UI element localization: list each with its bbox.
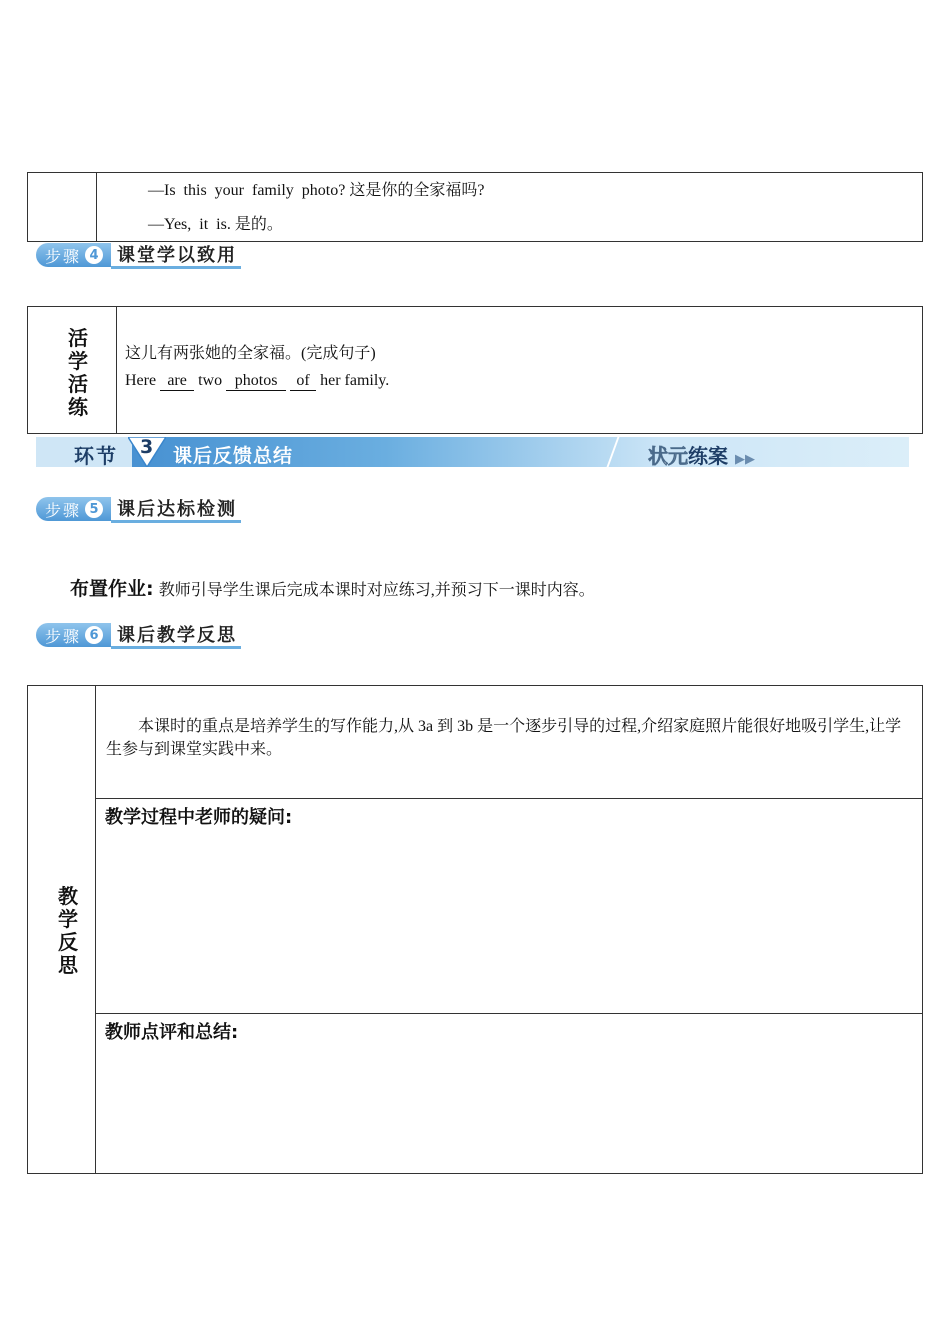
- homework-label: 布置作业:: [70, 578, 154, 600]
- step-title: 课后教学反思: [111, 622, 241, 649]
- practice-label: 活学活练: [68, 326, 88, 419]
- practice-prompt: 这儿有两张她的全家福。(完成句子): [125, 345, 376, 362]
- step-label-pill: 步骤 5: [36, 497, 111, 521]
- answer-blank-2: photos: [226, 372, 286, 391]
- step-5-heading: [36, 495, 241, 523]
- step-number-badge: 6: [85, 626, 103, 644]
- teacher-review-label: 教师点评和总结:: [105, 1022, 239, 1043]
- answer-blank-1: are: [160, 372, 194, 391]
- dialog-line-1: —Is this your family photo? 这是你的全家福吗?: [148, 182, 485, 199]
- step-label-pill: 步骤 6: [36, 623, 111, 647]
- teacher-questions-label: 教学过程中老师的疑问:: [105, 807, 293, 828]
- practice-sentence: Here are two photos of her family.: [125, 372, 390, 389]
- step-title: 课堂学以致用: [111, 242, 241, 269]
- step-6-heading: [36, 621, 241, 649]
- homework-text: 教师引导学生课后完成本课时对应练习,并预习下一课时内容。: [158, 582, 595, 599]
- section-3-banner: [36, 437, 909, 467]
- dialog-line-2: —Yes, it is. 是的。: [148, 216, 283, 233]
- step-label-pill: 步骤 4: [36, 243, 111, 267]
- step-number-badge: 5: [85, 500, 103, 518]
- banner-prefix: 环节: [74, 444, 118, 468]
- dialog-table: [27, 172, 923, 242]
- reflection-summary: 本课时的重点是培养学生的写作能力,从 3a 到 3b 是一个逐步引导的过程,介绍家庭照片能很好地吸引学生,让学生参与到课堂实践中来。: [106, 718, 902, 758]
- step-4-heading: [36, 241, 241, 269]
- reflection-label: 教学反思: [58, 884, 78, 977]
- step-number-badge: 4: [85, 246, 103, 264]
- banner-title: 课后反馈总结: [173, 445, 294, 467]
- reflection-table: [27, 685, 923, 1174]
- banner-divider: [607, 437, 620, 467]
- double-arrow-icon: ▶▶: [734, 452, 755, 467]
- step-title: 课后达标检测: [111, 496, 241, 523]
- banner-right-label: 状元练案 ▶▶: [648, 444, 755, 468]
- homework-line: [70, 574, 595, 601]
- banner-number: 3: [140, 436, 154, 458]
- answer-blank-3: of: [290, 372, 316, 391]
- practice-table: [27, 306, 923, 434]
